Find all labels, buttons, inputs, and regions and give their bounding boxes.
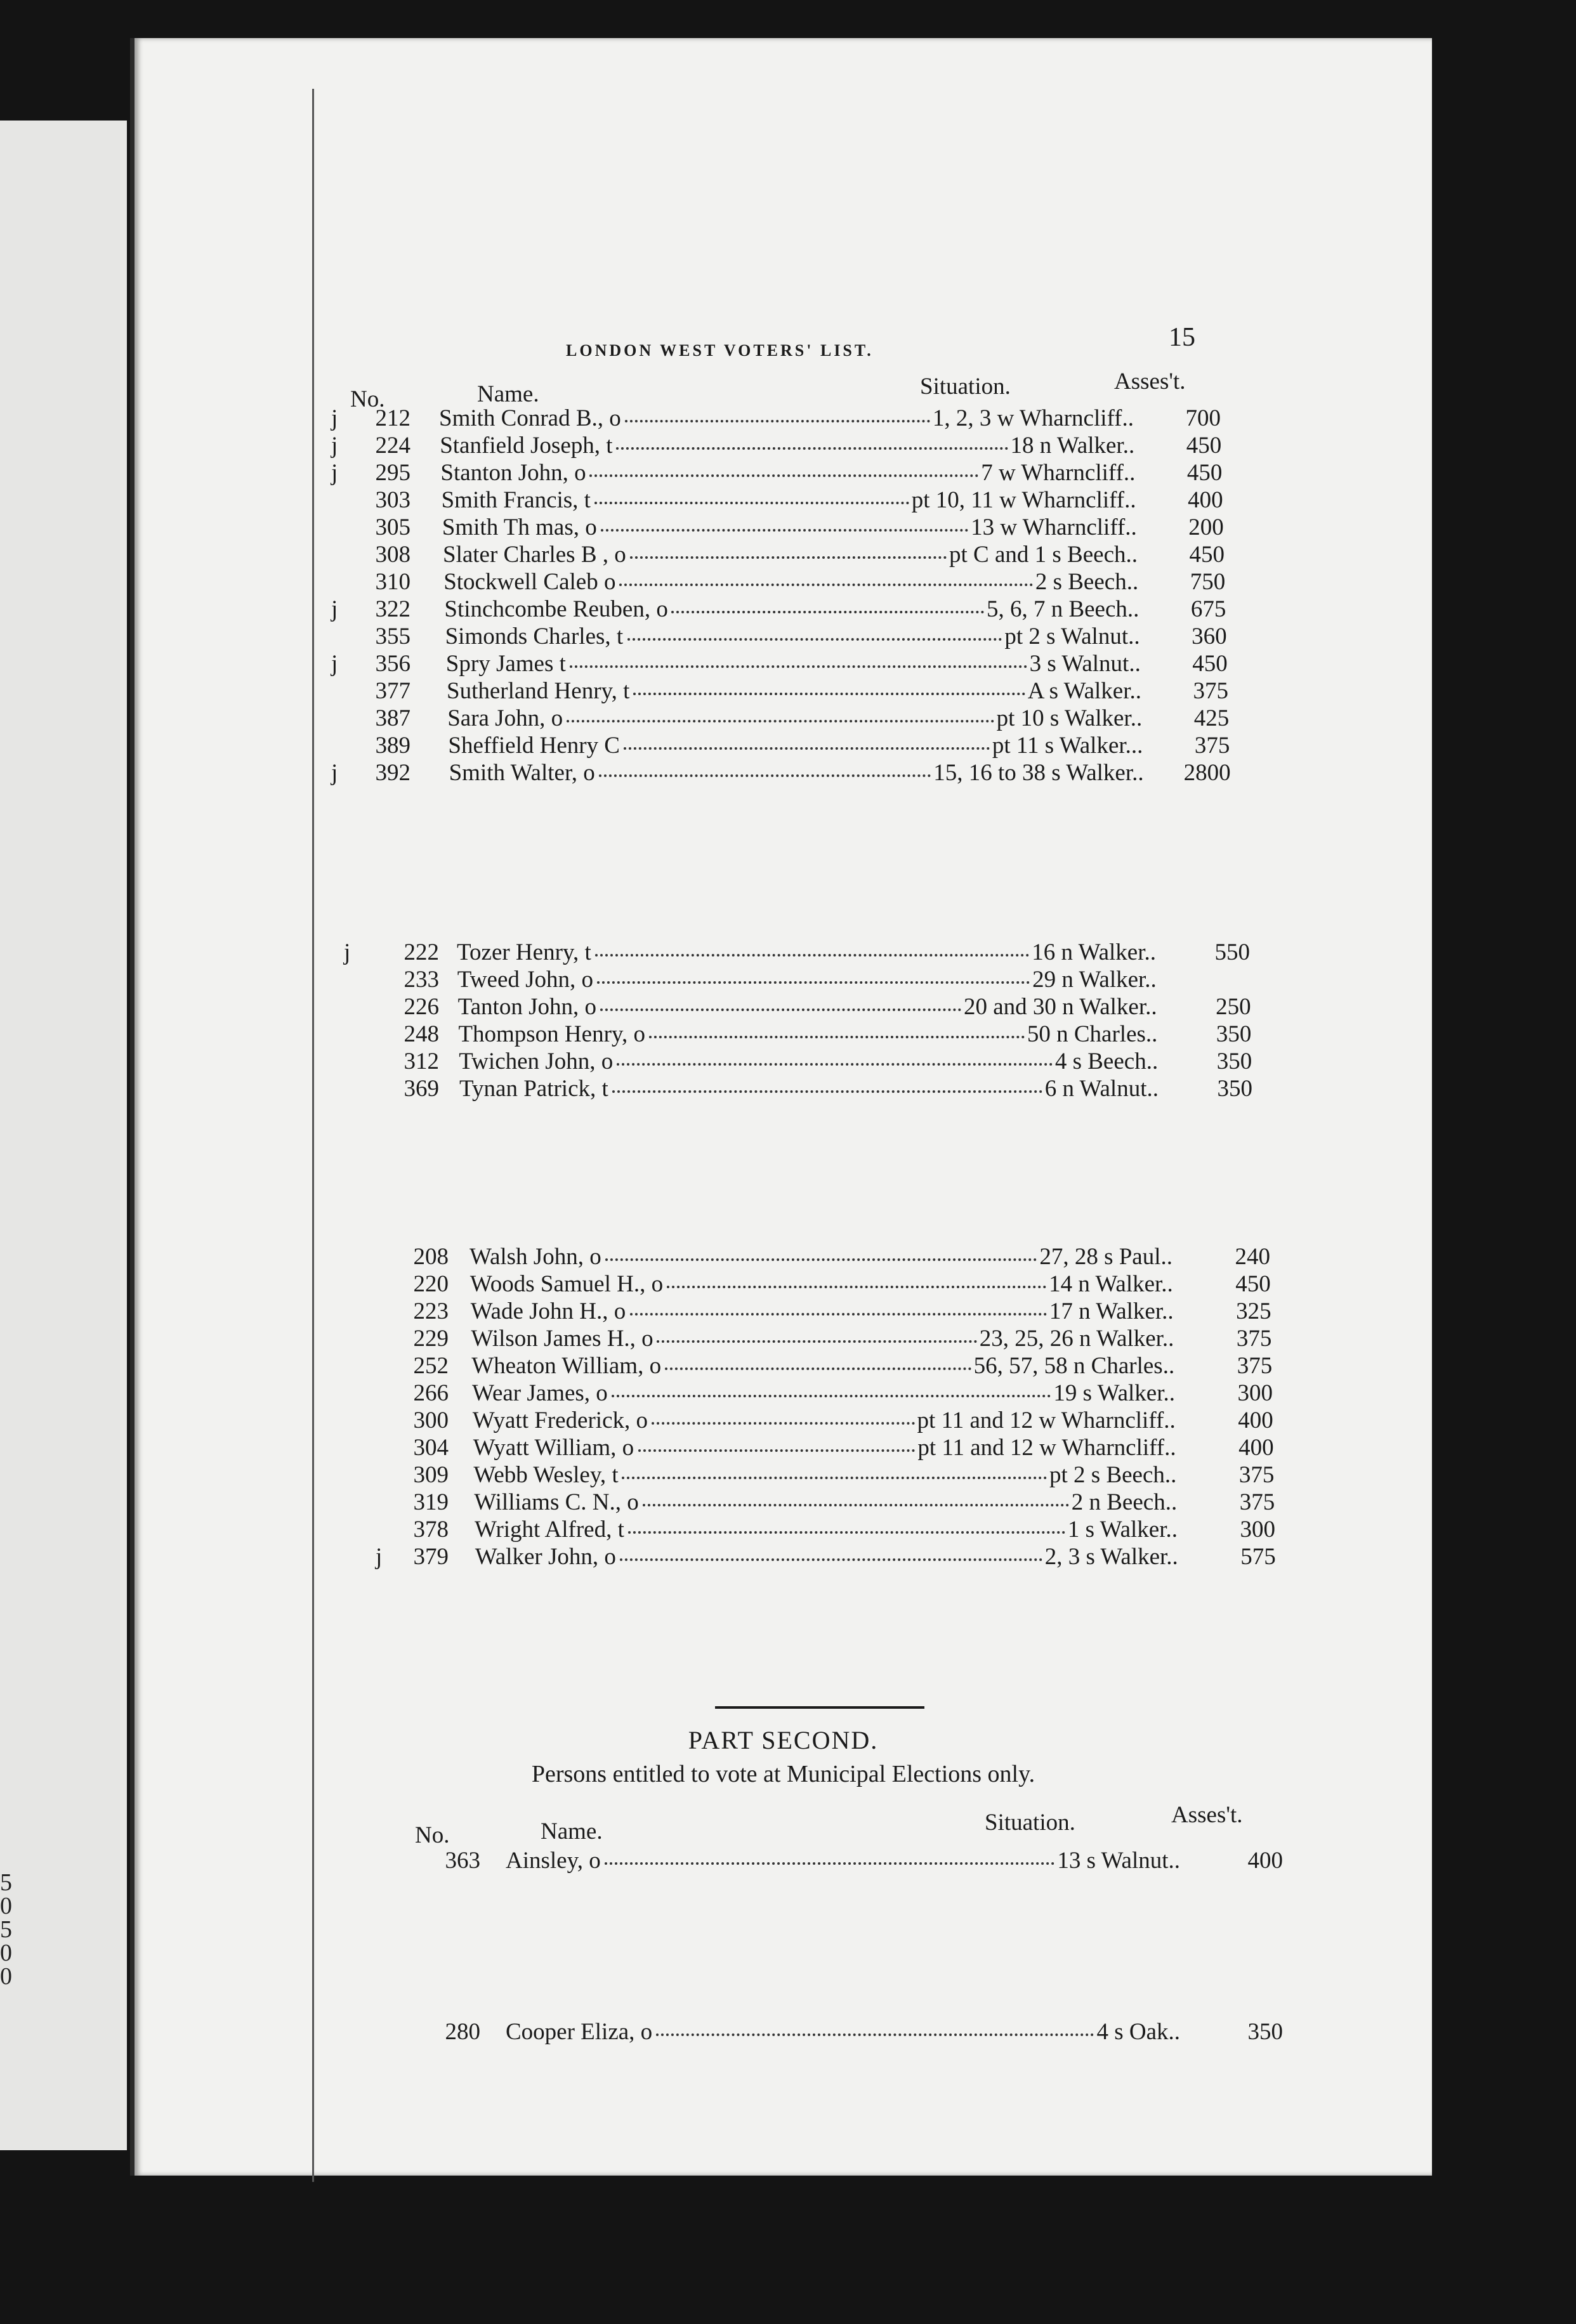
dot-leader: [630, 556, 947, 559]
voter-number: 392: [375, 760, 410, 786]
situation: 50 n Charles..: [1027, 1021, 1158, 1047]
header-assessment: Asses't.: [1114, 369, 1186, 395]
assessment-value: 250: [1216, 994, 1251, 1020]
situation: pt 10 s Walker..: [996, 705, 1143, 731]
situation: pt C and 1 s Beech..: [949, 542, 1138, 568]
voter-name: Walker John, o: [475, 1544, 616, 1570]
situation: 4 s Oak..: [1096, 2019, 1180, 2045]
assessment-value: 450: [1189, 542, 1225, 568]
dot-leader: [605, 1258, 1037, 1261]
voter-row: [135, 1298, 1432, 1325]
dot-leader: [638, 1449, 915, 1452]
assessment-value: 325: [1236, 1298, 1271, 1324]
voter-row: [135, 514, 1432, 541]
voter-name: Thompson Henry, o: [458, 1021, 645, 1047]
assessment-value: 375: [1237, 1353, 1273, 1379]
assessment-value: 750: [1190, 569, 1226, 595]
dot-leader: [652, 1422, 915, 1425]
voter-number: 310: [375, 569, 410, 595]
dot-leader: [630, 1313, 1047, 1315]
assessment-value: 550: [1214, 939, 1250, 965]
dot-leader: [624, 747, 990, 750]
page-number: 15: [1169, 323, 1195, 352]
situation: pt 11 and 12 w Wharncliff..: [917, 1435, 1176, 1461]
assessment-value: 400: [1247, 1848, 1283, 1874]
voter-number: 222: [404, 939, 439, 965]
voter-number: 319: [413, 1489, 449, 1515]
dot-leader: [605, 1862, 1054, 1865]
voter-number: 304: [413, 1435, 449, 1461]
part-second-subtitle: Persons entitled to vote at Municipal Elections only.: [531, 1761, 1035, 1787]
situation: 3 s Walnut..: [1029, 651, 1141, 677]
voter-number: 252: [413, 1353, 449, 1379]
header-situation: Situation.: [920, 374, 1011, 400]
dot-leader: [600, 1009, 961, 1011]
juror-mark: j: [344, 939, 351, 965]
assessment-value: 375: [1194, 733, 1230, 759]
running-title: LONDON WEST VOTERS' LIST.: [566, 341, 874, 360]
dot-leader: [594, 502, 909, 504]
situation: 1 s Walker..: [1067, 1517, 1178, 1543]
dot-leader: [616, 447, 1008, 450]
voter-number: 295: [375, 460, 410, 486]
juror-mark: j: [331, 596, 338, 622]
assessment-value: 450: [1192, 651, 1228, 677]
voter-row: [135, 677, 1432, 705]
dot-leader: [612, 1090, 1042, 1093]
voter-row: [135, 939, 1432, 966]
dot-leader: [665, 1368, 971, 1370]
situation: 4 s Beech..: [1054, 1048, 1159, 1074]
assessment-value: 400: [1238, 1407, 1273, 1433]
situation: 7 w Wharncliff..: [981, 460, 1136, 486]
voter-name: Stanton John, o: [440, 460, 586, 486]
column-headers: [135, 368, 1432, 412]
assessment-value: 400: [1238, 1435, 1274, 1461]
dot-leader: [671, 611, 984, 613]
assessment-value: 450: [1186, 433, 1222, 459]
situation: 27, 28 s Paul..: [1039, 1244, 1172, 1270]
situation: 19 s Walker..: [1053, 1380, 1175, 1406]
voter-row: [135, 1847, 1432, 1874]
voter-row: [135, 459, 1432, 486]
voter-row: [135, 650, 1432, 677]
situation: A s Walker..: [1027, 678, 1141, 704]
part-second-heading: PART SECOND.: [688, 1726, 879, 1754]
voter-name: Tanton John, o: [457, 994, 596, 1020]
voter-name: Slater Charles B , o: [443, 542, 626, 568]
voter-name: Smith Francis, t: [441, 487, 591, 513]
assessment-value: 360: [1192, 623, 1227, 650]
assessment-value: 400: [1188, 487, 1223, 513]
voter-number: 308: [375, 542, 410, 568]
dot-leader: [601, 529, 968, 532]
voter-row: [135, 966, 1432, 993]
voter-row: [135, 759, 1432, 787]
edge-digit: 0: [0, 1940, 12, 1966]
dot-leader: [656, 2034, 1094, 2036]
voter-row: [135, 1461, 1432, 1489]
situation: pt 2 s Beech..: [1049, 1462, 1177, 1488]
header-no: No.: [350, 386, 385, 412]
situation: pt 11 and 12 w Wharncliff..: [917, 1407, 1176, 1433]
voter-name: Wright Alfred, t: [475, 1517, 624, 1543]
assessment-value: 375: [1193, 678, 1228, 704]
assessment-value: 350: [1247, 2019, 1283, 2045]
dot-leader: [597, 981, 1030, 984]
voter-row: [135, 568, 1432, 596]
situation: 20 and 30 n Walker..: [963, 994, 1157, 1020]
voter-name: Stanfield Joseph, t: [440, 433, 613, 459]
situation: 6 n Walnut..: [1044, 1076, 1159, 1102]
header-assessment: Asses't.: [1171, 1802, 1243, 1828]
voter-number: 377: [375, 678, 410, 704]
assessment-value: 375: [1236, 1326, 1272, 1352]
voter-row: [135, 2018, 1432, 2046]
edge-digit: 0: [0, 1893, 12, 1919]
voter-number: 266: [413, 1380, 449, 1406]
juror-mark: j: [331, 433, 338, 459]
voter-name: Smith Walter, o: [449, 760, 595, 786]
voter-row: [135, 1407, 1432, 1434]
situation: 2, 3 s Walker..: [1044, 1544, 1178, 1570]
dot-leader: [567, 720, 994, 722]
voter-name: Sheffield Henry C: [448, 733, 620, 759]
assessment-value: 575: [1240, 1544, 1276, 1570]
assessment-value: 350: [1216, 1021, 1252, 1047]
facing-page-edge-numbers: [0, 1871, 18, 1988]
situation: 13 s Walnut..: [1057, 1848, 1180, 1874]
voter-number: 233: [404, 967, 439, 993]
voter-row: [135, 486, 1432, 514]
dot-leader: [625, 420, 930, 422]
voter-name: Wade John H., o: [470, 1298, 626, 1324]
situation: 2 n Beech..: [1071, 1489, 1178, 1515]
voter-number: 223: [413, 1298, 449, 1324]
voter-row: [135, 623, 1432, 650]
voter-number: 226: [404, 994, 439, 1020]
assessment-value: 425: [1193, 705, 1230, 731]
voter-row: [135, 1380, 1432, 1407]
part-second-column-headers: [135, 1801, 1432, 1848]
voter-row: [135, 993, 1432, 1021]
voter-number: 229: [413, 1326, 449, 1352]
voter-number: 212: [375, 405, 410, 431]
situation: 13 w Wharncliff..: [971, 514, 1137, 540]
voter-number: 248: [404, 1021, 439, 1047]
voter-name: Tweed John, o: [457, 967, 594, 993]
situation: pt 11 s Walker...: [992, 733, 1143, 759]
facing-page: [0, 121, 127, 2150]
voter-number: 378: [413, 1517, 449, 1543]
dot-leader: [617, 1063, 1053, 1066]
voter-name: Sara John, o: [447, 705, 563, 731]
header-situation: Situation.: [985, 1810, 1075, 1836]
voter-number: 369: [404, 1076, 439, 1102]
voter-row: [135, 1543, 1432, 1570]
voter-row: [135, 1021, 1432, 1048]
voter-name: Wilson James H., o: [471, 1326, 653, 1352]
voter-row: [135, 732, 1432, 759]
header-no: No.: [415, 1822, 450, 1848]
voter-number: 305: [375, 514, 410, 540]
dot-leader: [667, 1286, 1046, 1288]
voter-row: [135, 1243, 1432, 1270]
dot-leader: [619, 584, 1033, 586]
voter-name: Tozer Henry, t: [457, 939, 591, 965]
voter-name: Ainsley, o: [506, 1848, 601, 1874]
document-page: [135, 38, 1432, 2176]
header-name: Name.: [477, 381, 539, 407]
assessment-value: 350: [1216, 1048, 1252, 1074]
dot-leader: [595, 954, 1029, 956]
voter-name: Twichen John, o: [459, 1048, 614, 1074]
voter-row: [135, 1270, 1432, 1298]
situation: pt 10, 11 w Wharncliff..: [911, 487, 1136, 513]
voter-number: 363: [445, 1848, 480, 1874]
situation: 18 n Walker..: [1010, 433, 1135, 459]
assessment-value: 375: [1239, 1489, 1275, 1515]
edge-digit: 0: [0, 1963, 12, 1990]
dot-leader: [627, 638, 1002, 641]
voter-name: Walsh John, o: [470, 1244, 601, 1270]
assessment-value: 675: [1190, 596, 1226, 622]
voter-number: 355: [375, 623, 410, 650]
assessment-value: 350: [1217, 1076, 1252, 1102]
edge-digit: 5: [0, 1869, 12, 1896]
juror-mark: j: [331, 651, 338, 677]
assessment-value: 450: [1235, 1271, 1271, 1297]
voter-name: Woods Samuel H., o: [470, 1271, 664, 1297]
dot-leader: [657, 1340, 977, 1343]
juror-mark: j: [331, 460, 338, 486]
juror-mark: j: [331, 405, 338, 431]
situation: 17 n Walker..: [1049, 1298, 1174, 1324]
voter-row: [135, 1352, 1432, 1380]
voter-name: Wyatt William, o: [473, 1435, 634, 1461]
dot-leader: [649, 1036, 1025, 1038]
voter-number: 208: [413, 1244, 449, 1270]
section-rule: [715, 1706, 924, 1709]
dot-leader: [599, 774, 931, 777]
voter-name: Spry James t: [445, 651, 566, 677]
situation: 23, 25, 26 n Walker..: [979, 1326, 1174, 1352]
voter-row: [135, 1325, 1432, 1352]
voter-name: Smith Th mas, o: [442, 514, 597, 540]
voter-row: [135, 1489, 1432, 1516]
voter-name: Stinchcombe Reuben, o: [444, 596, 668, 622]
situation: 14 n Walker..: [1049, 1271, 1173, 1297]
assessment-value: 700: [1185, 405, 1221, 431]
voter-number: 379: [413, 1544, 449, 1570]
voter-number: 303: [375, 487, 410, 513]
voter-row: [135, 1075, 1432, 1102]
voter-name: Wear James, o: [472, 1380, 608, 1406]
voter-number: 387: [375, 705, 410, 731]
assessment-value: 2800: [1183, 760, 1231, 786]
voter-number: 322: [375, 596, 410, 622]
voter-row: [135, 405, 1432, 432]
dot-leader: [589, 474, 978, 477]
voter-name: Williams C. N., o: [474, 1489, 639, 1515]
voter-number: 389: [375, 733, 410, 759]
dot-leader: [628, 1531, 1065, 1534]
situation: 2 s Beech..: [1035, 569, 1139, 595]
juror-mark: j: [376, 1544, 383, 1570]
voter-number: 280: [445, 2019, 480, 2045]
voter-name: Wheaton William, o: [471, 1353, 662, 1379]
situation: 15, 16 to 38 s Walker..: [933, 760, 1144, 786]
situation: 1, 2, 3 w Wharncliff..: [932, 405, 1134, 431]
assessment-value: 300: [1240, 1517, 1275, 1543]
situation: 29 n Walker..: [1032, 967, 1157, 993]
voter-name: Smith Conrad B., o: [439, 405, 621, 431]
voter-number: 309: [413, 1462, 449, 1488]
dot-leader: [633, 693, 1025, 695]
voter-row: [135, 596, 1432, 623]
dot-leader: [622, 1477, 1047, 1479]
voter-number: 220: [413, 1271, 449, 1297]
voter-name: Webb Wesley, t: [473, 1462, 619, 1488]
dot-leader: [620, 1558, 1042, 1561]
edge-digit: 5: [0, 1916, 12, 1943]
assessment-value: 200: [1188, 514, 1224, 540]
assessment-value: 450: [1186, 460, 1223, 486]
voter-name: Sutherland Henry, t: [447, 678, 630, 704]
voter-row: [135, 1048, 1432, 1075]
assessment-value: 375: [1238, 1462, 1275, 1488]
situation: 16 n Walker..: [1032, 939, 1156, 965]
voter-name: Simonds Charles, t: [445, 623, 624, 650]
header-name: Name.: [541, 1818, 603, 1844]
voter-name: Tynan Patrick, t: [459, 1076, 608, 1102]
dot-leader: [570, 665, 1027, 668]
situation: pt 2 s Walnut..: [1004, 623, 1140, 650]
voter-number: 356: [375, 651, 410, 677]
voter-name: Stockwell Caleb o: [443, 569, 616, 595]
voter-row: [135, 432, 1432, 459]
voter-row: [135, 541, 1432, 568]
voter-number: 312: [404, 1048, 439, 1074]
voter-row: [135, 1434, 1432, 1461]
dot-leader: [612, 1395, 1051, 1397]
situation: 56, 57, 58 n Charles..: [973, 1353, 1175, 1379]
voter-number: 300: [413, 1407, 449, 1433]
voter-name: Wyatt Frederick, o: [472, 1407, 648, 1433]
voter-name: Cooper Eliza, o: [506, 2019, 653, 2045]
voter-number: 224: [375, 433, 410, 459]
voter-row: [135, 705, 1432, 732]
voter-row: [135, 1516, 1432, 1543]
juror-mark: j: [331, 760, 338, 786]
dot-leader: [643, 1504, 1069, 1506]
assessment-value: 240: [1235, 1244, 1270, 1270]
situation: 5, 6, 7 n Beech..: [986, 596, 1139, 622]
assessment-value: 300: [1237, 1380, 1273, 1406]
